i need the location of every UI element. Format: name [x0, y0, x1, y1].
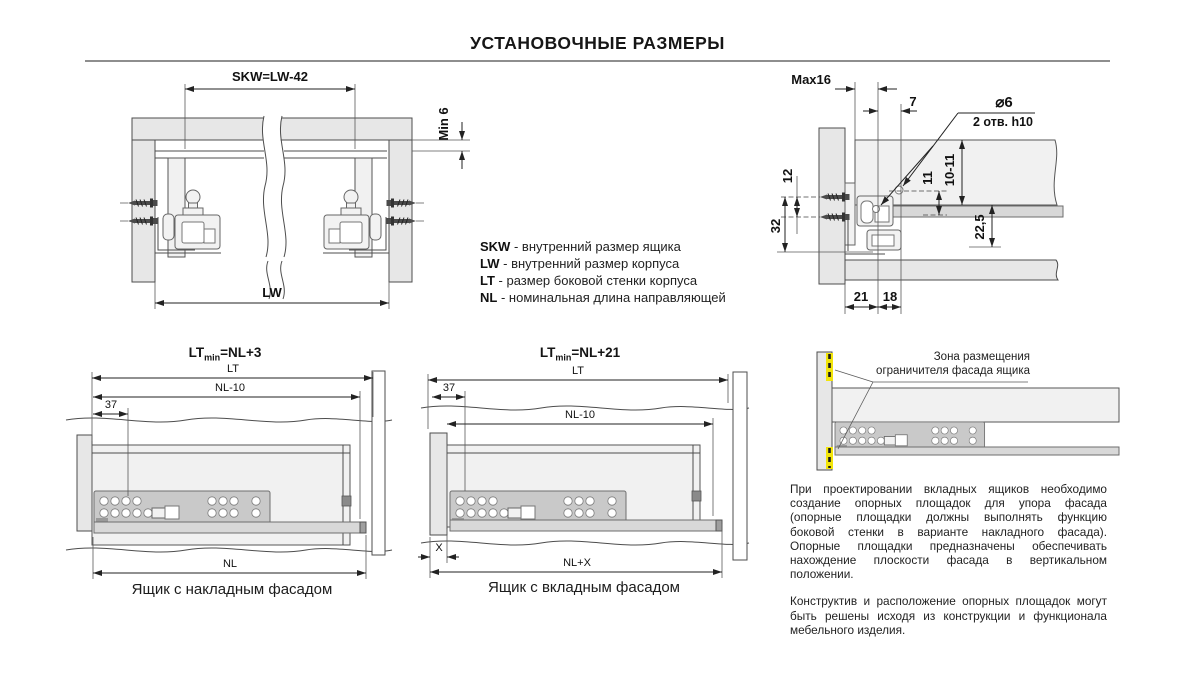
screw-axis-lines: [781, 197, 820, 217]
notes-paragraph-2: Конструктив и расположение опорных площадок могут быть решены исходя из конструкции и функционала мебельного изделия.: [790, 594, 1107, 637]
cabinet-front-view: [120, 116, 424, 299]
slide-rail: [94, 491, 270, 524]
dim-label-22-5: 22,5: [972, 214, 987, 240]
legend-desc: - внутренний размер корпуса: [503, 256, 680, 271]
dim-label-lw: LW: [262, 285, 282, 300]
legend-desc: - номинальная длина направляющей: [500, 290, 726, 305]
dim-label-37: 37: [104, 399, 118, 411]
dim-lw: [155, 282, 389, 309]
legend-term: NL: [480, 290, 498, 305]
legend-desc: - внутренний размер ящика: [513, 239, 681, 254]
drawer-front-panel: [77, 435, 92, 531]
dim-label-7: 7: [909, 94, 917, 109]
dim-label-x: X: [435, 542, 443, 554]
slide-rail: [450, 491, 626, 524]
dim-label-21: 21: [853, 289, 869, 304]
break-wave-bottom: [421, 541, 749, 545]
zone-label: [828, 351, 1030, 378]
drawer-side: [832, 388, 1119, 422]
legend-item-lt: [480, 272, 750, 289]
title-underline: [85, 60, 1110, 62]
dim-x: [418, 529, 459, 578]
rail-end-cap: [716, 520, 722, 531]
formula-sub: min: [204, 352, 221, 363]
legend-item-skw: [480, 238, 750, 255]
diagram-front-section: [118, 66, 478, 328]
formula-part: =NL+21: [571, 345, 621, 360]
formula-part: LT: [188, 345, 205, 360]
dim-nl-x: [430, 524, 722, 578]
dim-label-skw: SKW=LW-42: [232, 69, 308, 84]
dim-label-dia6: ⌀6: [995, 94, 1013, 111]
rear-stop: [342, 496, 351, 506]
notes-block: [790, 482, 1107, 650]
dim-label-11: 11: [920, 171, 935, 185]
dim-label-holes: 2 отв. h10: [972, 115, 1034, 129]
slide-rail-bar: [94, 522, 366, 533]
dim-label-max16: Max16: [791, 72, 831, 87]
diagram-side-section: [768, 64, 1068, 329]
rail-end-cap: [360, 522, 366, 533]
legend-term: LT: [480, 273, 495, 288]
page-title: УСТАНОВОЧНЫЕ РАЗМЕРЫ: [470, 33, 725, 53]
dim-label-lt: LT: [571, 365, 585, 377]
legend-item-nl: [480, 289, 750, 306]
cabinet-side-view: [781, 128, 1063, 284]
zone-label-line2: ограничителя фасада ящика: [876, 364, 1030, 377]
dim-label-nl-10: NL-10: [565, 409, 595, 421]
break-wave-bottom: [66, 548, 392, 552]
formula-part: =NL+3: [220, 345, 262, 360]
dim-label-32: 32: [768, 218, 783, 234]
slide-rail-bar: [450, 520, 722, 531]
cabinet-back-wall: [372, 371, 385, 555]
legend-desc: - размер боковой стенки корпуса: [498, 273, 698, 288]
dim-lt: [92, 363, 373, 441]
legend-term: SKW: [480, 239, 511, 254]
rear-stop: [692, 491, 701, 501]
slide-mount-right: [323, 190, 389, 253]
slide-mount-left: [155, 190, 221, 253]
lower-panel: [845, 260, 1058, 280]
caption-overlay-drawer: Ящик с накладным фасадом: [131, 581, 333, 598]
caption-inset-drawer: Ящик с вкладным фасадом: [488, 579, 680, 596]
diagram-overlay-drawer: [58, 341, 398, 609]
slide-rail-bar: [835, 447, 1119, 455]
cabinet-right-wall: [389, 140, 412, 282]
dim-label-10-11: 10-11: [942, 153, 957, 187]
dim-label-lt: LT: [226, 363, 240, 375]
drawer-front-panel: [430, 433, 447, 535]
notes-paragraph-1: При проектировании вкладных ящиков необходимо создание опорных площадок для упора фасада (опорные площадки должны выполнять функцию боковой стенки в варианте накладного фасада). Опорные площадки предназначены обеспечивать нахождение плоскости фасада в вертикальном положении.: [790, 482, 1107, 582]
latch-detail: [872, 235, 894, 246]
dim-label-18: 18: [882, 289, 898, 304]
diagram-inset-drawer: [413, 341, 753, 613]
dim-7: [863, 94, 917, 111]
dim-21-18: [845, 284, 901, 314]
cabinet-back-wall: [733, 372, 747, 560]
legend-item-lw: [480, 255, 750, 272]
slide-rail: [835, 422, 985, 450]
formula-sub: min: [555, 352, 572, 363]
dim-label-12: 12: [780, 168, 795, 184]
cabinet-side-wall: [819, 128, 845, 284]
dim-label-37: 37: [442, 382, 456, 394]
legend-term: LW: [480, 256, 500, 271]
formula-part: LT: [539, 345, 556, 360]
dim-label-min6: Min 6: [436, 107, 451, 141]
dim-label-nl: NL: [222, 558, 238, 570]
drawer-inset-view: [421, 372, 749, 560]
cabinet-left-wall: [132, 140, 155, 282]
zone-label-line1: Зона размещения: [933, 351, 1030, 363]
bracket-pin: [861, 201, 873, 223]
mounting-hole: [873, 206, 880, 213]
break-wave-top: [66, 418, 392, 422]
dim-label-nl-10: NL-10: [215, 382, 245, 394]
legend: [480, 238, 750, 306]
dim-min6: [412, 107, 470, 169]
dim-label-nl-x: NL+X: [563, 557, 591, 569]
